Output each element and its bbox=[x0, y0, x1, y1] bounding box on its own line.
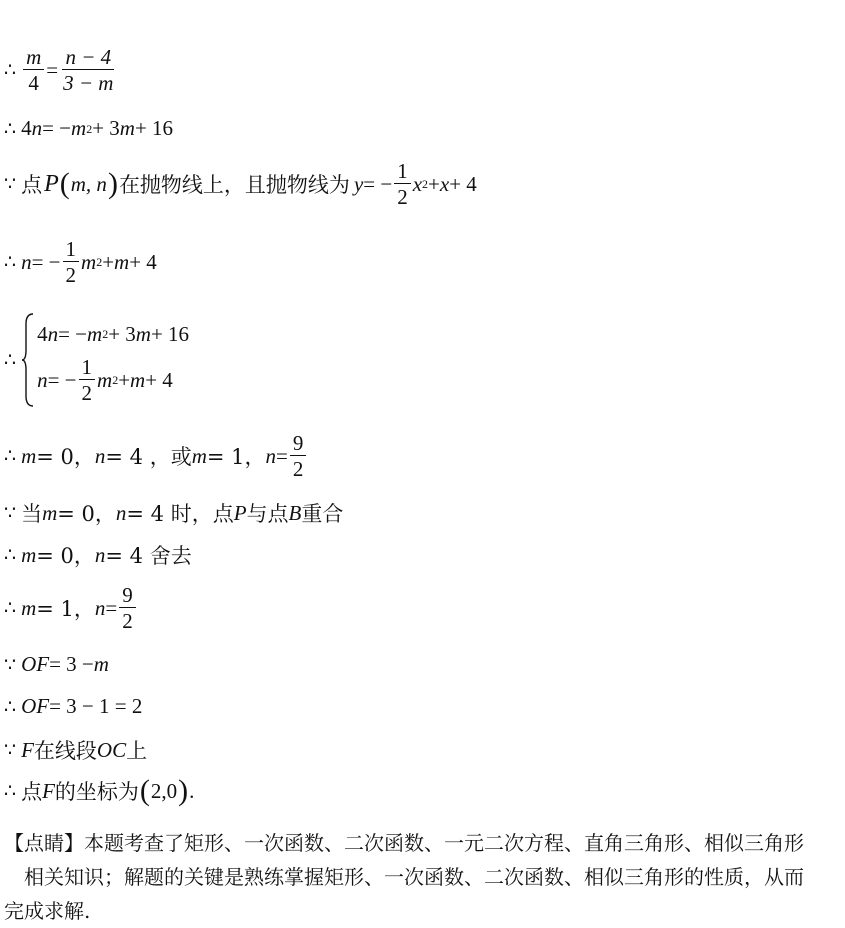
step-expand: ∴ 4 n = − m 2 + 3 m + 16 bbox=[4, 116, 174, 140]
step-discard: ∴ m = 0， n = 4 舍去 bbox=[4, 542, 192, 568]
step-equation-system: ∴ 4 n = − m 2 + 3 m + 16 n = − $\frac{1}{2}$ m 2 + m + 4 bbox=[4, 312, 189, 408]
fraction: $\frac{m}{4}$ bbox=[23, 46, 44, 94]
step-ratio-equation: ∴ $\frac{m}{4}$ = $\frac{n - 4}{3 - m}$ bbox=[4, 46, 118, 94]
step-n-expression: ∴ n = − $\frac{1}{2}$ m 2 + m + 4 bbox=[4, 237, 157, 288]
step-of-value: ∴ OF = 3 − 1 = 2 bbox=[4, 694, 143, 718]
system-row: n = − $\frac{1}{2}$ m 2 + m + 4 bbox=[37, 354, 173, 405]
step-coincide: ∵ 当 m = 0， n = 4 时，点 P 与点 B 重合 bbox=[4, 500, 344, 526]
note-line: 【点睛】本题考查了矩形、一次函数、二次函数、一元二次方程、直角三角形、相似三角形 bbox=[4, 831, 804, 855]
system-row: 4 n = − m 2 + 3 m + 16 bbox=[37, 321, 190, 346]
therefore-symbol: ∴ bbox=[4, 59, 17, 82]
step-point-on-parabola: ∵ 点 P ( m, n ) 在抛物线上，且抛物线为 y = − $\frac{1}{2}$ x 2 + x + 4 bbox=[4, 159, 477, 210]
because-symbol: ∵ bbox=[4, 173, 17, 196]
fraction: $\frac{n - 4}{3 - m}$ bbox=[63, 45, 114, 96]
note-line: 完成求解. bbox=[4, 899, 91, 923]
step-of-expression: ∵ OF = 3 − m bbox=[4, 652, 109, 676]
step-f-on-segment: ∵ F 在线段 OC 上 bbox=[4, 737, 148, 763]
commentary-note bbox=[4, 826, 804, 928]
step-solutions: ∴ m = 0， n = 4 ，或 m = 1， n = $\frac{9}{2}$ bbox=[4, 432, 308, 480]
equation-system bbox=[21, 312, 189, 408]
note-line: 相关知识；解题的关键是熟练掌握矩形、一次函数、二次函数、相似三角形的性质，从而 bbox=[24, 865, 804, 889]
step-accepted-solution: ∴ m = 1， n = $\frac{9}{2}$ bbox=[4, 584, 138, 632]
step-f-coordinates: ∴ 点 F 的坐标为 ( 2,0 ) . bbox=[4, 774, 195, 807]
left-brace-icon bbox=[21, 312, 35, 408]
